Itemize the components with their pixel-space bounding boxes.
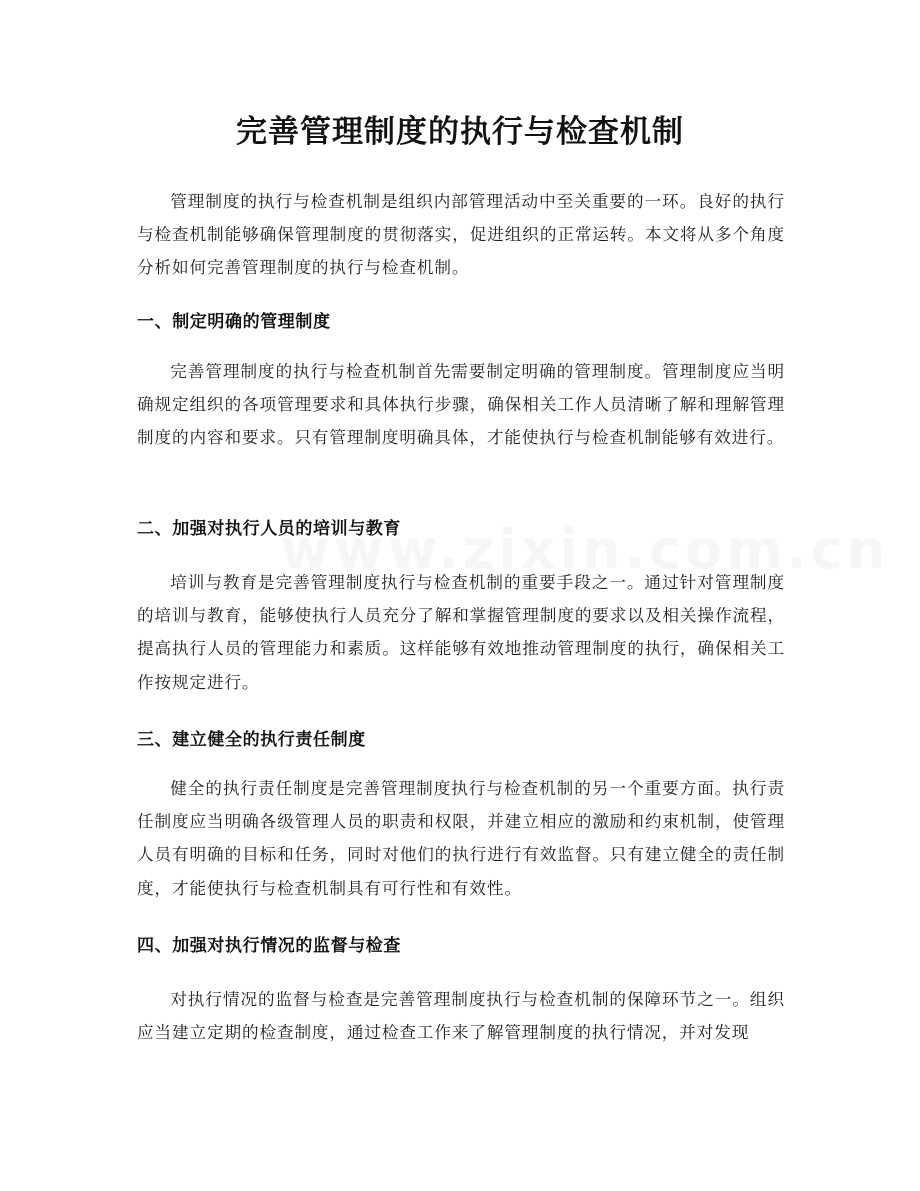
section-heading-2: 二、加强对执行人员的培训与教育: [137, 519, 401, 539]
section-heading-3: 三、建立健全的执行责任制度: [137, 730, 366, 750]
section-body-2: 培训与教育是完善管理制度执行与检查机制的重要手段之一。通过针对管理制度的培训与教育，能够使执行人员充分了解和掌握管理制度的要求以及相关操作流程，提高执行人员的管理能力和素质。这样能够有效地推动管理制度的执行，确保相关工作按规定进行。: [137, 573, 785, 692]
section-body-4: 对执行情况的监督与检查是完善管理制度执行与检查机制的保障环节之一。组织应当建立定期的检查制度，通过检查工作来了解管理制度的执行情况，并对发现: [137, 990, 785, 1043]
section-body-3: 健全的执行责任制度是完善管理制度执行与检查机制的另一个重要方面。执行责任制度应当明确各级管理人员的职责和权限，并建立相应的激励和约束机制，使管理人员有明确的目标和任务，同时对他们的执行进行有效监督。只有建立健全的责任制度，才能使执行与检查机制具有可行性和有效性。: [137, 779, 785, 898]
section-heading-1: 一、制定明确的管理制度: [137, 312, 331, 332]
section-body-1: 完善管理制度的执行与检查机制首先需要制定明确的管理制度。管理制度应当明确规定组织的各项管理要求和具体执行步骤，确保相关工作人员清晰了解和理解管理制度的内容和要求。只有管理制度明确具体，才能使执行与检查机制能够有效进行。: [137, 362, 785, 448]
document-title: 完善管理制度的执行与检查机制: [236, 114, 684, 150]
section-heading-4: 四、加强对执行情况的监督与检查: [137, 936, 401, 956]
intro-paragraph: 管理制度的执行与检查机制是组织内部管理活动中至关重要的一环。良好的执行与检查机制能够确保管理制度的贯彻落实，促进组织的正常运转。本文将从多个角度分析如何完善管理制度的执行与检查机制。: [137, 192, 785, 278]
